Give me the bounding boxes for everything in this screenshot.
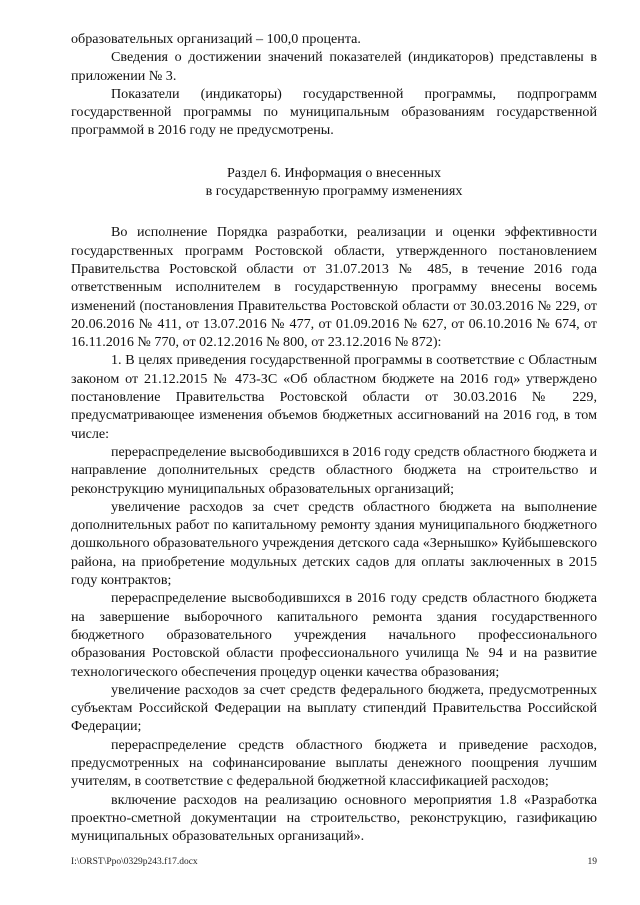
section-heading [71,164,597,201]
body-paragraph-5: перераспределение высвободившихся в 2016 году средств областного бюджета на завершение выборочного капитального ремонта здания государственного бюджетного образовательного учреждения начального профессионального образования Ростовской области профессионального училища № 94 и на развитие технологического обеспечения процедур оценки качества образования; [71,590,597,680]
document-page [71,30,597,845]
section-title-line-2: в государственную программу изменениях [205,183,463,200]
body-paragraph-4: увеличение расходов за счет средств областного бюджета на выполнение дополнительных работ по капитальному ремонту здания муниципального бюджетного дошкольного образовательного учреждения детского сада «Зернышко» Куйбышевского района, на приобретение модульных детских садов для оплаты заключенных в 2015 году контрактов; [71,498,597,589]
section-title-line-1: Раздел 6. Информация о внесенных [226,164,442,181]
file-path: I:\ORST\Ppo\0329p243.f17.docx [71,857,198,867]
body-paragraph-7: перераспределение средств областного бюджета и приведение расходов, предусмотренных на софинансирование выплаты денежного поощрения лучшим учителям, в соответствие с федеральной бюджетной классификацией расходов; [71,736,597,790]
body-paragraph-8: включение расходов на реализацию основного мероприятия 1.8 «Разработка проектно-сметной документации на строительство, реконструкцию, газификацию муниципальных образовательных организаций». [71,791,597,845]
body-paragraph-3: перераспределение высвободившихся в 2016 году средств областного бюджета и направление дополнительных средств областного бюджета на строительство и реконструкцию муниципальных образовательных организаций; [71,443,597,497]
intro-paragraph-1: образовательных организаций – 100,0 процента. [71,31,361,47]
intro-paragraph-3: Показатели (индикаторы) государственной программы, подпрограмм государственной программы по муниципальным образованиям государственной программой в 2016 году не предусмотрены. [71,85,597,139]
intro-paragraph-2: Сведения о достижении значений показателей (индикаторов) представлены в приложении № 3. [71,49,597,84]
page-number: 19 [587,857,597,867]
body-paragraph-6: увеличение расходов за счет средств федерального бюджета, предусмотренных субъектам Российской Федерации на выплату стипендий Правительства Российской Федерации; [71,681,597,735]
body-paragraph-2: 1. В целях приведения государственной программы в соответствие с Областным законом от 21.12.2015 № 473-ЗС «Об областном бюджете на 2016 год» утверждено постановление Правительства Ростовской области от 30.03.2016 № 229, предусматривающее изменения объемов бюджетных ассигнований на 2016 год, в том числе: [71,352,597,442]
body-paragraph-1: Во исполнение Порядка разработки, реализации и оценки эффективности государственных программ Ростовской области, утвержденного постановлением Правительства Ростовской области от 31.07.2013 № 485, в течение 2016 года ответственным исполнителем в государственную программу внесены восемь изменений (постановления Правительства Ростовской области от 30.03.2016 № 229, от 20.06.2016 № 411, от 13.07.2016 № 477, от 01.09.2016 № 627, от 06.10.2016 № 674, от 16.11.2016 № 770, от 02.12.2016 № 800, от 23.12.2016 № 872): [71,224,597,351]
